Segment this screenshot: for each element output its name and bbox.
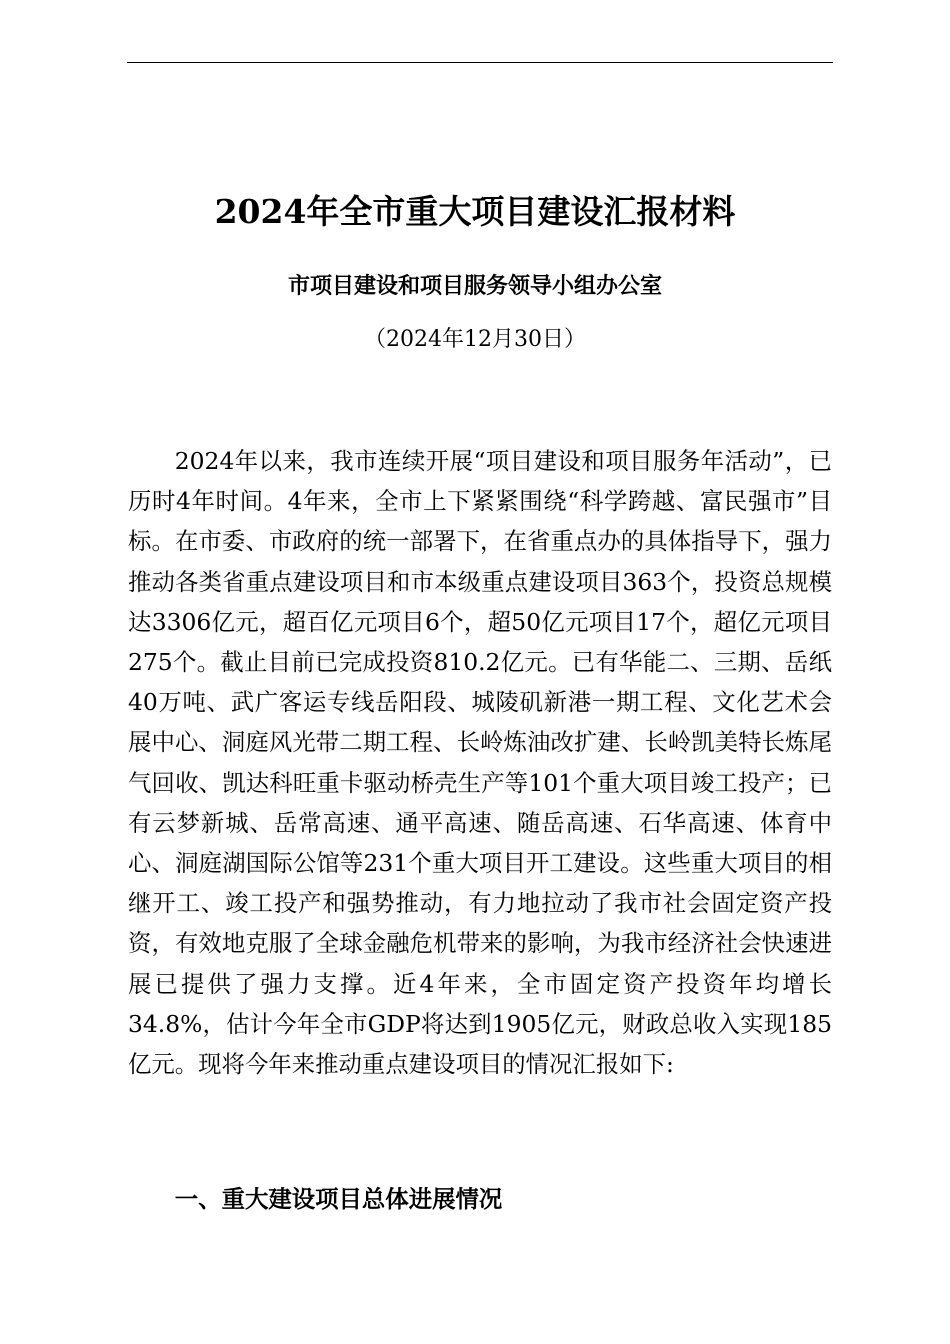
- document-date: （2024年12月30日）: [364, 327, 586, 352]
- header-rule: [127, 62, 833, 63]
- body-paragraph: 2024年以来，我市连续开展“项目建设和项目服务年活动”，已历时4年时间。4年来，全市上下紧紧围绕“科学跨越、富民强市”目标。在市委、市政府的统一部署下，在省重点办的具体指导下，强力推动各类省重点建设项目和市本级重点建设项目363个，投资总规模达3306亿元，超百亿元项目6个，超50亿元项目17个，超亿元项目275个。截止目前已完成投资810.2亿元。已有华能二、三期、岳纸40万吨、武广客运专线岳阳段、城陵矶新港一期工程、文化艺术会展中心、洞庭风光带二期工程、长岭炼油改扩建、长岭凯美特长炼尾气回收、凯达科旺重卡驱动桥壳生产等101个重大项目竣工投产；已有云梦新城、岳常高速、通平高速、随岳高速、石华高速、体育中心、洞庭湖国际公馆等231个重大项目开工建设。这些重大项目的相继开工、竣工投产和强势推动，有力地拉动了我市社会固定资产投资，有效地克服了全球金融危机带来的影响，为我市经济社会快速进展已提供了强力支撑。近4年来，全市固定资产投资年均增长34.8%，估计今年全市GDP将达到1905亿元，财政总收入实现185亿元。现将今年来推动重点建设项目的情况汇报如下:: [128, 447, 832, 1079]
- document-issuer: 市项目建设和项目服务领导小组办公室: [287, 273, 662, 299]
- section-heading: 一、重大建设项目总体进展情况: [174, 1185, 503, 1213]
- document-title: 2024年全市重大项目建设汇报材料: [214, 192, 736, 231]
